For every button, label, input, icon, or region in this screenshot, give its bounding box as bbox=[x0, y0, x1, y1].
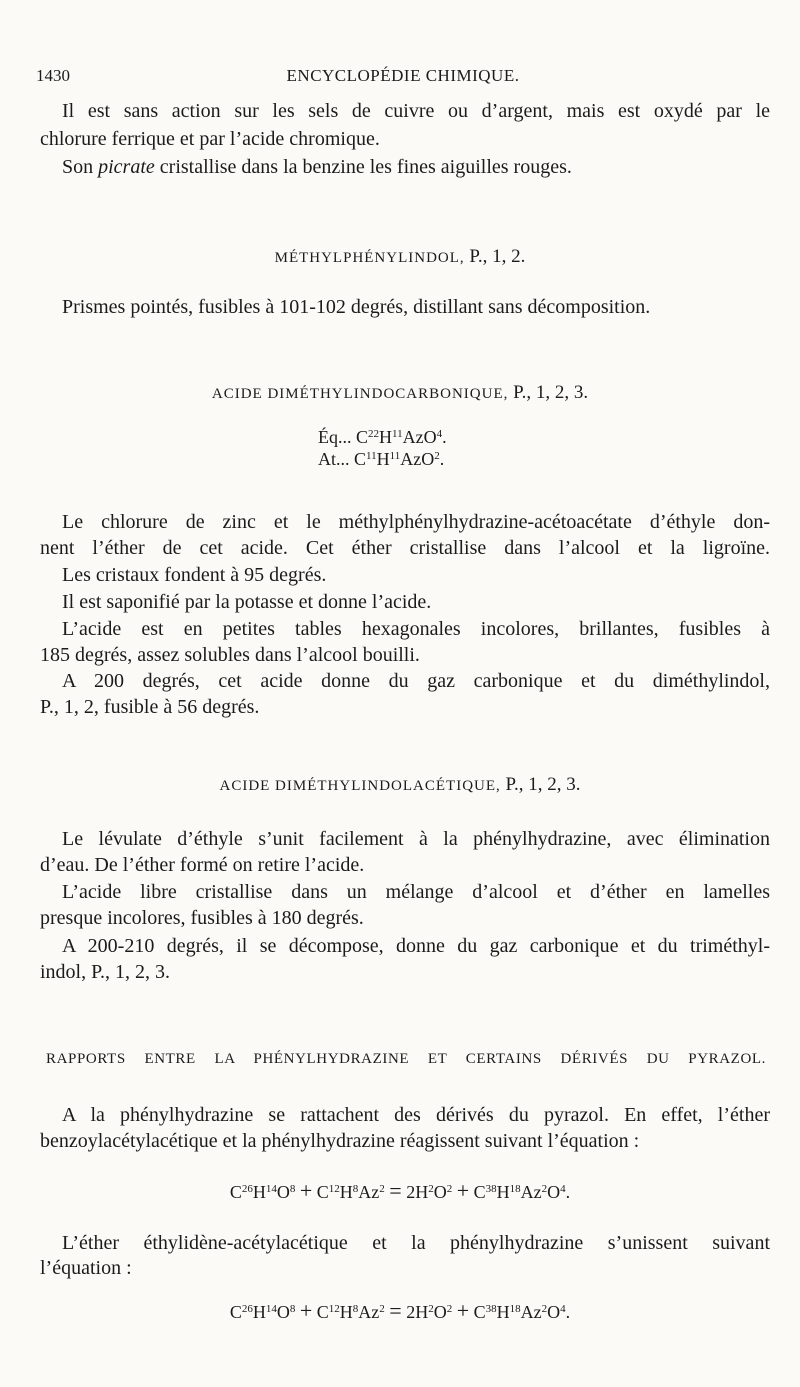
paragraph-line: indol, P., 1, 2, 3. bbox=[40, 961, 171, 983]
paragraph-line: presque incolores, fusibles à 180 degrés. bbox=[40, 907, 364, 929]
section-heading: RAPPORTS ENTRE LA PHÉNYLHYDRAZINE ET CERTAINS DÉRIVÉS DU PYRAZOL. bbox=[46, 1051, 766, 1067]
paragraph-line: 185 degrés, assez solubles dans l’alcool bouilli. bbox=[40, 644, 420, 666]
paragraph-line: L’acide est en petites tables hexagonales incolores, brillantes, fusibles à bbox=[62, 618, 770, 640]
reaction-equation: $C^{26}H^{14}O^8 + C^{12}H^8Az^2 = 2H^2O^2 + C^{38}H^{18}Az^2O^4$. bbox=[229, 1178, 571, 1203]
paragraph-line: Il est sans action sur les sels de cuivre ou d’argent, mais est oxydé par le bbox=[62, 100, 770, 122]
text-span: cristallise dans la benzine les fines aiguilles rouges. bbox=[154, 156, 572, 178]
paragraph-line: d’eau. De l’éther formé on retire l’acide. bbox=[40, 854, 365, 876]
section-heading bbox=[0, 380, 800, 407]
paragraph-line: nent l’éther de cet acide. Cet éther cristallise dans l’alcool et la ligroïne. bbox=[40, 537, 770, 559]
paragraph-line: A 200 degrés, cet acide donne du gaz carbonique et du diméthylindol, bbox=[62, 670, 770, 692]
page-header bbox=[36, 66, 770, 90]
paragraph-line: Il est saponifié par la potasse et donne l’acide. bbox=[62, 591, 432, 613]
paragraph-line bbox=[62, 154, 770, 180]
atomic-formula: At... $C^{11}H^{11}AzO^2$. bbox=[318, 449, 445, 469]
paragraph-line: chlorure ferrique et par l’acide chromique. bbox=[40, 128, 380, 150]
text-span: Son bbox=[62, 156, 99, 178]
paragraph-line: L’éther éthylidène-acétylacétique et la phénylhydrazine s’unissent suivant bbox=[62, 1232, 770, 1254]
italic-term: picrate bbox=[98, 156, 155, 178]
section-heading bbox=[0, 244, 800, 271]
equivalent-formula: Éq... $C^{22}H^{11}AzO^4$. bbox=[318, 427, 447, 447]
heading-numbers: P., 1, 2. bbox=[464, 246, 526, 267]
paragraph-line: Prismes pointés, fusibles à 101-102 degrés, distillant sans décomposition. bbox=[62, 296, 651, 318]
paragraph-line: benzoylacétylacétique et la phénylhydrazine réagissent suivant l’équation : bbox=[40, 1130, 640, 1152]
section-heading bbox=[0, 772, 800, 799]
paragraph-line: A 200-210 degrés, il se décompose, donne du gaz carbonique et du triméthyl- bbox=[62, 935, 770, 957]
paragraph-line: Le lévulate d’éthyle s’unit facilement à la phénylhydrazine, avec élimination bbox=[62, 828, 770, 850]
page-number: 1430 bbox=[36, 66, 70, 85]
heading-name: ACIDE DIMÉTHYLINDOCARBONIQUE, bbox=[211, 386, 509, 402]
formula-label: Éq... bbox=[318, 427, 356, 447]
paragraph-line: l’équation : bbox=[40, 1257, 132, 1279]
reaction-equation: $C^{26}H^{14}O^8 + C^{12}H^8Az^2 = 2H^2O^2 + C^{38}H^{18}Az^2O^4$. bbox=[229, 1298, 571, 1323]
heading-name: ACIDE DIMÉTHYLINDOLACÉTIQUE, bbox=[219, 778, 501, 794]
heading-numbers: P., 1, 2, 3. bbox=[508, 382, 589, 403]
formula-label: At... bbox=[318, 449, 354, 469]
running-title: ENCYCLOPÉDIE CHIMIQUE. bbox=[286, 66, 520, 85]
heading-name: MÉTHYLPHÉNYLINDOL, bbox=[274, 250, 465, 266]
paragraph-line: P., 1, 2, fusible à 56 degrés. bbox=[40, 696, 260, 718]
paragraph-line: Les cristaux fondent à 95 degrés. bbox=[62, 564, 327, 586]
paragraph-line: A la phénylhydrazine se rattachent des dérivés du pyrazol. En effet, l’éther bbox=[62, 1104, 770, 1126]
heading-numbers: P., 1, 2, 3. bbox=[500, 774, 581, 795]
paragraph-line: L’acide libre cristallise dans un mélange d’alcool et d’éther en lamelles bbox=[62, 881, 770, 903]
paragraph-line: Le chlorure de zinc et le méthylphénylhydrazine-acétoacétate d’éthyle don- bbox=[62, 511, 770, 533]
